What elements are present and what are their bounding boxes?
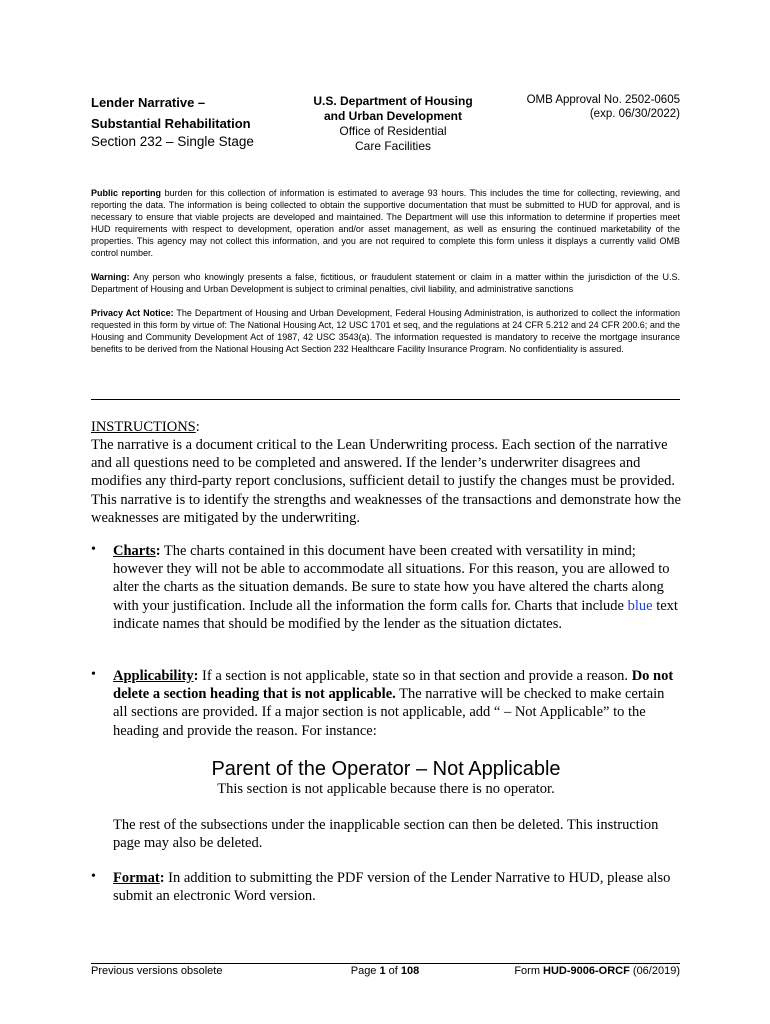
privacy-label: Privacy Act Notice: (91, 308, 174, 318)
applicability-label: Applicability (113, 668, 194, 684)
footer-page-number (300, 965, 470, 978)
public-reporting-label: Public reporting (91, 188, 162, 198)
format-paragraph (113, 869, 681, 905)
applicability-text-2: The narrative will be checked to make certain all sections are provided. If a major section is not applicable, add “ – Not Applicable” to the heading and provide the reason. For instance: (113, 686, 665, 739)
public-reporting-notice (91, 187, 680, 259)
instructions-heading (91, 418, 681, 436)
bullet-applicability: • (91, 667, 96, 682)
title-line-2: Substantial Rehabilitation (91, 116, 251, 131)
example-heading: Parent of the Operator – Not Applicable (211, 758, 561, 780)
bullet-charts: • (91, 542, 96, 557)
agency-line-4: Care Facilities (354, 139, 432, 153)
applicability-colon: : (193, 668, 199, 684)
example-text: This section is not applicable because there is no operator. (217, 781, 555, 797)
footer-rule (91, 963, 680, 964)
privacy-act-notice (91, 307, 680, 355)
instructions-heading-colon: : (195, 419, 200, 435)
warning-text: Any person who knowingly presents a false, fictitious, or fraudulent statement or claim in a matter within the jurisdiction of the U.S. Department of Housing and Urban Development is subject to criminal penalties, civil liability, and administrative sanctions (91, 272, 680, 294)
privacy-text: The Department of Housing and Urban Development, Federal Housing Administration, is authorized to collect the information requested in this form by virtue of: The National Housing Act, 12 USC 1701 et seq, and the regulations at 24 CFR 5.212 and 24 CFR 200.6; and the Housing and Community Development Act of 1987, 42 USC 3543(a). The information requested is mandatory to receive the mortgage insurance benefits to be derived from the National Housing Act Section 232 Healthcare Facility Insurance Program. No confidentiality is assured. (91, 308, 680, 354)
page-current: 1 (379, 965, 386, 977)
warning-label: Warning: (91, 272, 130, 282)
rest-paragraph: The rest of the subsections under the inapplicable section can then be deleted. This instruction page may also be deleted. (113, 817, 659, 852)
agency-line-3: Office of Residential (339, 124, 447, 138)
applicability-bold: Do not delete a section heading that is not applicable. (113, 668, 674, 703)
omb-approval: OMB Approval No. 2502-0605 (526, 94, 680, 106)
applicability-paragraph (113, 667, 681, 740)
document-title-block (91, 93, 291, 151)
instructions-intro: The narrative is a document critical to the Lean Underwriting process. Each section of the narrative and all questions need to be completed and answered. If the lender’s underwriter disagrees and modifies any third-party report conclusions, sufficient detail to justify the changes must be provided. This narrative is to identify the strengths and weaknesses of the transactions and demonstrate how the weaknesses are mitigated by the underwriting. (91, 437, 681, 526)
applicability-text-1: If a section is not applicable, state so in that section and provide a reason. (198, 668, 632, 684)
form-prefix: Form (514, 965, 544, 977)
format-text: In addition to submitting the PDF version of the Lender Narrative to HUD, please also submit an electronic Word version. (113, 870, 671, 905)
title-line-1: Lender Narrative – (91, 95, 206, 110)
footer-obsolete-note: Previous versions obsolete (91, 965, 223, 977)
title-line-3: Section 232 – Single Stage (91, 134, 254, 149)
form-code: HUD-9006-ORCF (543, 965, 630, 977)
form-date: (06/2019) (629, 965, 680, 977)
public-reporting-text: burden for this collection of information is estimated to average 93 hours. This includes the time for collecting, reviewing, and reporting the data. The information is being collected to obtain the supportive documentation that must be submitted to HUD for approval, and is necessary to ensure that viable projects are developed and maintained. The Department will use this information to determine if properties meet HUD requirements with respect to development, operation and/or asset management, as well as ensuring the continued marketability of the properties. This agency may not collect this information, and you are not required to complete this form unless it displays a currently valid OMB control number. (91, 188, 680, 258)
section-divider (91, 399, 680, 400)
page-total: 108 (400, 965, 420, 977)
format-colon: : (159, 870, 165, 886)
omb-block (500, 93, 680, 121)
bullet-format: • (91, 869, 96, 884)
charts-paragraph (113, 542, 681, 633)
agency-block (300, 94, 486, 154)
omb-expiration: (exp. 06/30/2022) (589, 108, 680, 120)
charts-blue-word: blue (627, 597, 653, 614)
agency-line-2: and Urban Development (323, 109, 463, 123)
warning-notice (91, 271, 680, 295)
charts-label: Charts (113, 543, 156, 559)
charts-colon: : (155, 543, 161, 559)
format-label: Format (113, 870, 160, 886)
footer-form-id (480, 965, 680, 978)
page-of: of (385, 965, 401, 977)
charts-text-2: text indicate names that should be modified by the lender as the situation dictates. (113, 597, 678, 632)
agency-line-1: U.S. Department of Housing (313, 94, 473, 108)
instructions-heading-label: INSTRUCTIONS (91, 419, 196, 435)
charts-text-1: The charts contained in this document have been created with versatility in mind; however they will not be able to accommodate all situations. For this reason, you are allowed to alter the charts as the situation demands. Be sure to state how you have altered the charts along with your justification. Include all the information the form calls for. Charts that include (113, 543, 670, 614)
page-prefix: Page (350, 965, 380, 977)
